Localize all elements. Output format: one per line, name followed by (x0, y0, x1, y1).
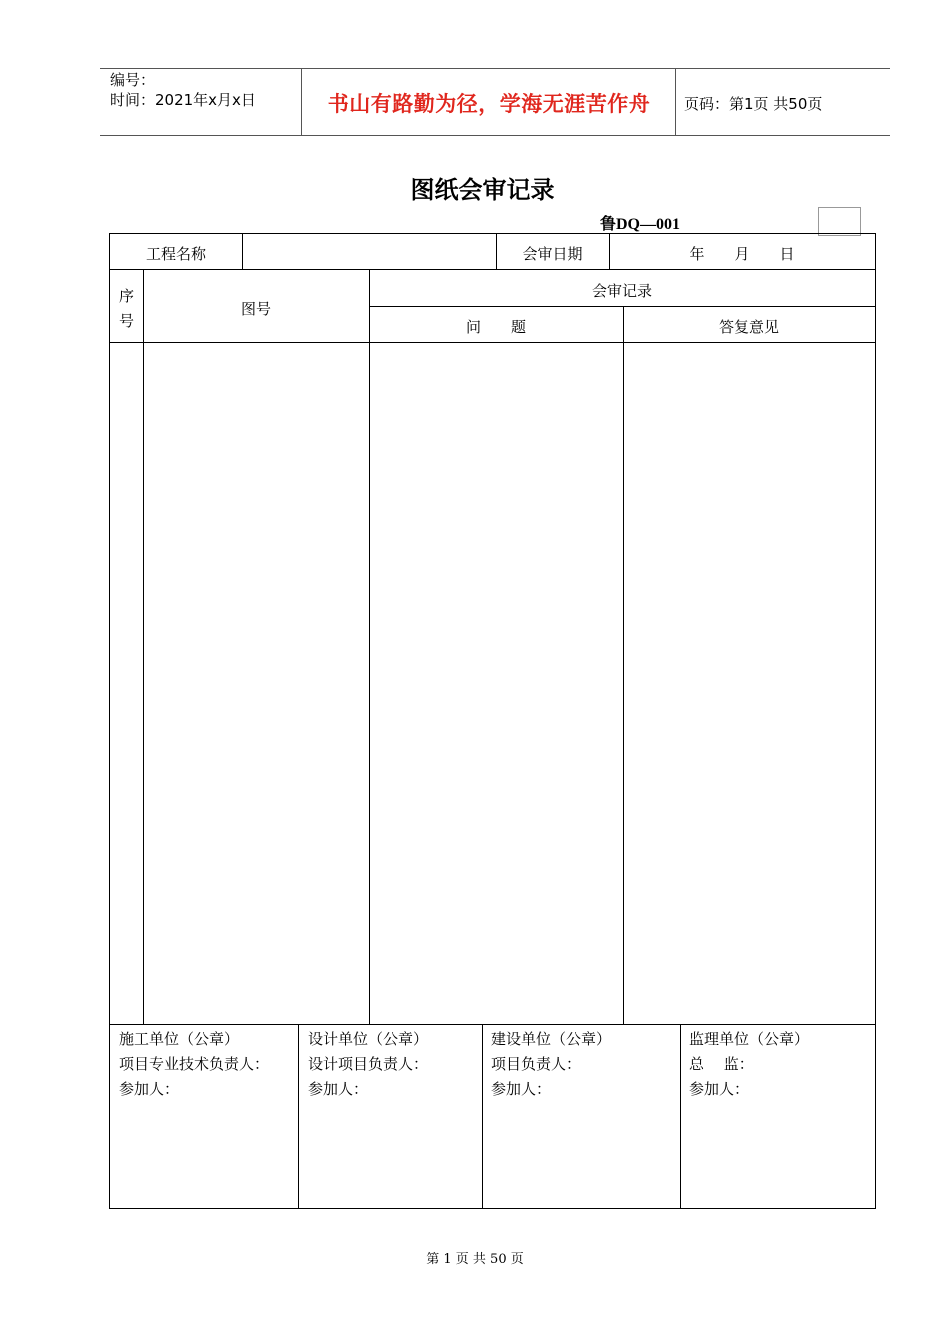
row-line-sub (369, 306, 875, 307)
project-name-label: 工程名称 (145, 245, 206, 263)
col-line-r1-a (242, 234, 243, 269)
reply-label: 答复意见 (718, 318, 779, 336)
header-number-label: 编号： (110, 71, 156, 89)
sig-design-role: 设计项目负责人： (308, 1055, 429, 1073)
sig-supervision-unit: 监理单位（公章） (689, 1030, 810, 1048)
sig-design-unit: 设计单位（公章） (308, 1030, 429, 1048)
seq-column-body[interactable] (110, 343, 143, 1023)
sig-design (308, 1027, 428, 1102)
document-title: 图纸会审记录 (410, 176, 555, 204)
sig-supervision (689, 1027, 809, 1102)
header-page-info: 页码：第1页 共50页 (684, 95, 823, 113)
sig-supervision-role: 总 监： (689, 1055, 754, 1073)
sig-owner-participants: 参加人： (491, 1080, 552, 1098)
col-line-sig-2 (482, 1024, 483, 1208)
row-line-1 (110, 269, 875, 270)
drawing-no-label: 图号 (240, 300, 271, 318)
review-record-label: 会审记录 (591, 282, 652, 300)
col-line-sig-3 (680, 1024, 681, 1208)
reply-column-body[interactable] (624, 343, 875, 1023)
drawing-column-body[interactable] (144, 343, 369, 1023)
sig-owner-role: 项目负责人： (491, 1055, 582, 1073)
col-line-sig-1 (298, 1024, 299, 1208)
sig-supervision-participants: 参加人： (689, 1080, 750, 1098)
header-time-label: 时间：2021年x月x日 (110, 91, 256, 109)
sig-design-participants: 参加人： (308, 1080, 369, 1098)
seq-label-2: 号 (118, 312, 134, 330)
document-code-text: 鲁DQ—001 (600, 216, 681, 233)
sig-construction-role: 项目专业技术负责人： (119, 1055, 270, 1073)
header-bottom-rule (100, 135, 890, 136)
header-divider-right (675, 69, 676, 135)
row-line-3 (110, 1024, 875, 1025)
review-form-table (109, 233, 876, 1209)
code-box (818, 207, 861, 236)
question-label: 问 题 (465, 318, 526, 336)
sig-owner-unit: 建设单位（公章） (491, 1030, 612, 1048)
header-motto: 书山有路勤为径，学海无涯苦作舟 (327, 92, 651, 116)
header-top-rule (100, 68, 890, 69)
sig-owner (491, 1027, 611, 1102)
header-divider-left (301, 69, 302, 135)
seq-label-1: 序 (118, 287, 134, 305)
sig-construction-unit: 施工单位（公章） (119, 1030, 240, 1048)
sig-construction (119, 1027, 269, 1102)
footer-page-number: 第 1 页 共 50 页 (426, 1252, 524, 1267)
question-column-body[interactable] (370, 343, 623, 1023)
sig-construction-participants: 参加人： (119, 1080, 180, 1098)
review-date-field[interactable]: 年 月 日 (689, 245, 795, 263)
review-date-label: 会审日期 (522, 245, 583, 263)
document-code (600, 211, 680, 234)
